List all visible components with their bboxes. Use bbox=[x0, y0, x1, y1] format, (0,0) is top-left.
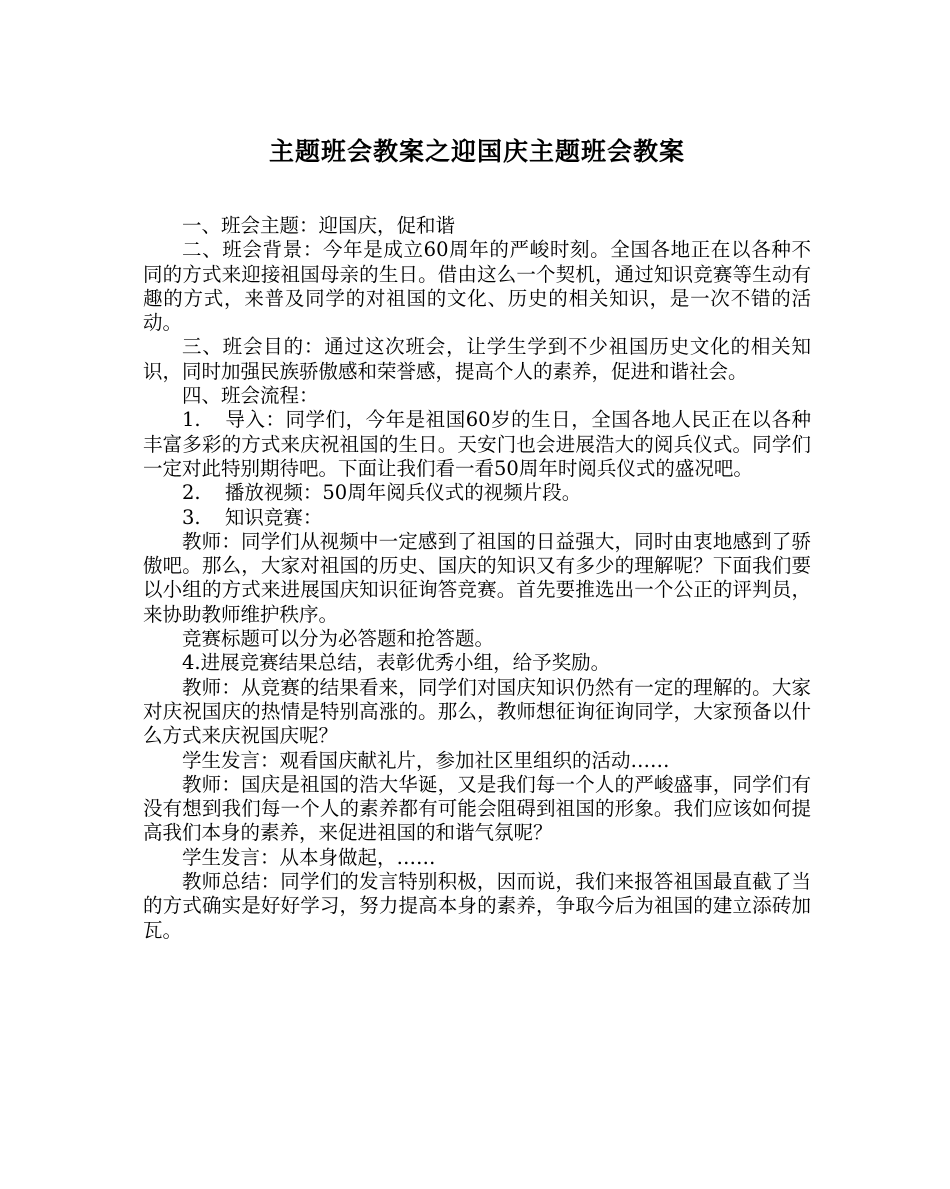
list-number: 3. bbox=[182, 505, 201, 529]
list-item-intro bbox=[143, 408, 811, 481]
list-item-text: 导入：同学们，今年是祖国60岁的生日，全国各地人民正在以各种丰富多彩的方式来庆祝祖国的生日。天安门也会进展浩大的阅兵仪式。同学们一定对此特别期待吧。下面让我们看一看50周年时阅兵仪式的盛况吧。 bbox=[143, 408, 811, 480]
document-page bbox=[143, 130, 811, 943]
document-body bbox=[143, 214, 811, 943]
paragraph-process-heading: 四、班会流程： bbox=[182, 384, 319, 408]
list-number: 1. bbox=[182, 408, 201, 432]
paragraph-teacher-conclusion: 教师总结：同学们的发言特别积极，因而说，我们来报答祖国最直截了当的方式确实是好好学习，努力提高本身的素养，争取今后为祖国的建立添砖加瓦。 bbox=[143, 870, 811, 942]
paragraph-student-speech-2: 学生发言：从本身做起，…… bbox=[182, 845, 436, 869]
paragraph-teacher-quiz: 教师：同学们从视频中一定感到了祖国的日益强大，同时由衷地感到了骄傲吧。那么，大家对祖国的历史、国庆的知识又有多少的理解呢？下面我们要以小组的方式来进展国庆知识征询答竞赛。首先要推选出一个公正的评判员，来协助教师维护秩序。 bbox=[143, 529, 811, 626]
paragraph-summary-step: 4.进展竞赛结果总结，表彰优秀小组，给予奖励。 bbox=[182, 651, 611, 675]
list-number: 2. bbox=[182, 481, 201, 505]
paragraph-theme: 一、班会主题：迎国庆，促和谐 bbox=[182, 214, 456, 237]
paragraph-student-speech-1: 学生发言：观看国庆献礼片，参加社区里组织的活动…… bbox=[182, 748, 670, 772]
paragraph-purpose: 三、班会目的：通过这次班会，让学生学到不少祖国历史文化的相关知识，同时加强民族骄傲感和荣誉感，提高个人的素养，促进和谐社会。 bbox=[143, 335, 811, 383]
paragraph-teacher-national-day: 教师：国庆是祖国的浩大华诞，又是我们每一个人的严峻盛事，同学们有没有想到我们每一个人的素养都有可能会阻碍到祖国的形象。我们应该如何提高我们本身的素养，来促进祖国的和谐气氛呢？ bbox=[143, 772, 811, 845]
list-item-quiz bbox=[143, 506, 811, 530]
list-item-text: 播放视频：50周年阅兵仪式的视频片段。 bbox=[224, 481, 582, 505]
paragraph-teacher-results: 教师：从竞赛的结果看来，同学们对国庆知识仍然有一定的理解的。大家对庆祝国庆的热情是特别高涨的。那么，教师想征询征询同学，大家预备以什么方式来庆祝国庆呢？ bbox=[143, 675, 811, 748]
list-item-video bbox=[143, 481, 811, 505]
document-title: 主题班会教案之迎国庆主题班会教案 bbox=[268, 137, 685, 166]
paragraph-quiz-types: 竞赛标题可以分为必答题和抢答题。 bbox=[182, 627, 495, 651]
paragraph-background: 二、班会背景：今年是成立60周年的严峻时刻。全国各地正在以各种不同的方式来迎接祖国母亲的生日。借由这么一个契机，通过知识竞赛等生动有趣的方式，来普及同学的对祖国的文化、历史的相关知识，是一次不错的活动。 bbox=[143, 238, 811, 335]
list-item-text: 知识竞赛： bbox=[224, 505, 323, 529]
